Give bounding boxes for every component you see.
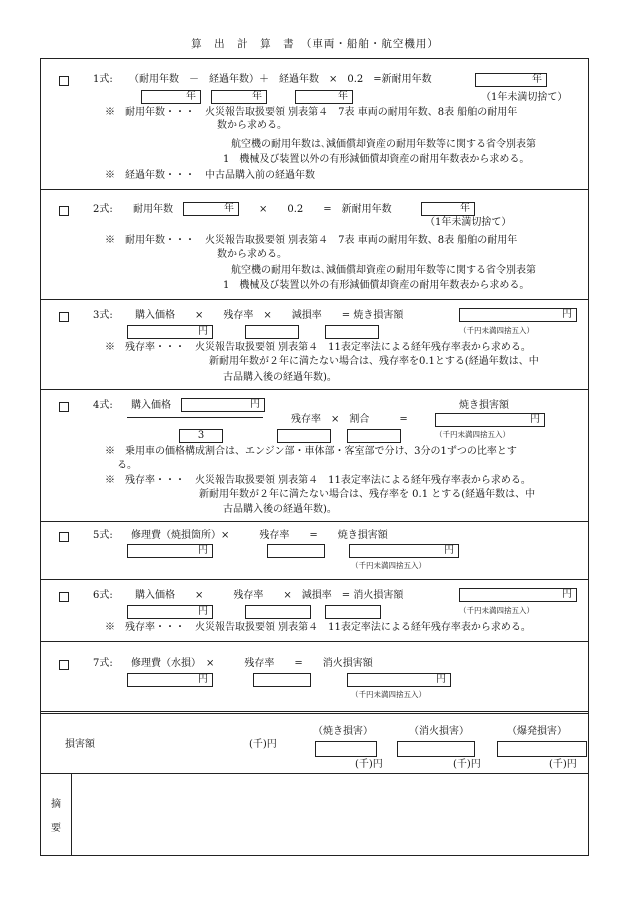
formula2-new-life-field[interactable]: 年 <box>421 202 475 216</box>
formula2-checkbox[interactable] <box>59 206 69 216</box>
formula2-label: 2式: <box>93 204 113 215</box>
formula1-elapsed2-field[interactable]: 年 <box>295 90 353 104</box>
remarks-field[interactable] <box>73 775 585 853</box>
formula4-checkbox[interactable] <box>59 402 69 412</box>
formula6-reduction-field[interactable] <box>325 605 381 619</box>
damage-burn-header: （焼き損害） <box>313 726 373 737</box>
remarks-label-2: 要 <box>51 823 61 834</box>
formula3-label: 3式: <box>93 310 113 321</box>
remarks-label-1: 摘 <box>51 799 61 810</box>
formula2-note-life-c: 航空機の耐用年数は､減価償却資産の耐用年数等に関する省令別表第 <box>231 265 536 276</box>
formula7-repair-field[interactable]: 円 <box>127 673 213 687</box>
formula6-residual-field[interactable] <box>245 605 311 619</box>
formula6-checkbox[interactable] <box>59 592 69 602</box>
formula6-round-note: （千円未満四捨五入） <box>459 606 534 615</box>
formula5-round-note: （千円未満四捨五入） <box>351 561 426 570</box>
formula2-round-note: （1年未満切捨て） <box>425 217 512 228</box>
formula5-header: 修理費（焼損箇所）× 残存率 = 焼き損害額 <box>131 530 388 541</box>
formula2-note-life: ※ 耐用年数・・・ 火災報告取扱要領 別表第４ 7表 車両の耐用年数、8表 船舶の耐用年 <box>105 235 518 246</box>
formula4-residual-field[interactable] <box>277 429 331 443</box>
divider-double <box>41 711 588 714</box>
damage-explosion-header: （爆発損害） <box>507 726 567 737</box>
divider <box>41 299 588 300</box>
formula2-life-label: 耐用年数 <box>133 204 173 215</box>
divider <box>41 579 588 580</box>
formula1-life-field[interactable]: 年 <box>141 90 201 104</box>
formula3-checkbox[interactable] <box>59 312 69 322</box>
formula1-note-life-c: 航空機の耐用年数は､減価償却資産の耐用年数等に関する省令別表第 <box>231 139 536 150</box>
formula4-note-ratio: ※ 乗用車の価格構成割合は、エンジン部・車体部・客室部で分け、3分の1ずつの比率とす <box>105 446 517 457</box>
formula6-label: 6式: <box>93 590 113 601</box>
formula4-note-ratio-b: る。 <box>117 460 137 471</box>
formula1-note-life-b: 数から求める。 <box>217 120 287 131</box>
damage-label: 損害額 <box>65 739 95 750</box>
formula4-note-residual-c: 古品購入後の経過年数)。 <box>223 504 337 515</box>
formula7-residual-field[interactable] <box>253 673 311 687</box>
divider <box>41 521 588 522</box>
formula3-residual-field[interactable] <box>245 325 299 339</box>
formula1-elapsed-field[interactable]: 年 <box>211 90 267 104</box>
formula4-price-field[interactable]: 円 <box>181 398 265 412</box>
damage-explosion-unit: (千)円 <box>549 759 577 770</box>
formula6-header: 購入価格 × 残存率 × 減損率 = 消火損害額 <box>135 590 404 601</box>
formula5-residual-field[interactable] <box>267 544 325 558</box>
divider <box>41 773 588 774</box>
formula4-round-note: （千円未満四捨五入） <box>435 430 510 439</box>
formula3-round-note: （千円未満四捨五入） <box>459 326 534 335</box>
formula7-header: 修理費（水損） × 残存率 = 消火損害額 <box>131 658 373 669</box>
formula1-round-note: （1年未満切捨て） <box>481 92 568 103</box>
formula1-note-life-d: 1 機械及び装置以外の有形減価償却資産の耐用年数表から求める。 <box>223 154 530 165</box>
calculation-form <box>40 58 589 856</box>
divider <box>41 189 588 190</box>
formula3-note-c: 古品購入後の経過年数)。 <box>223 372 337 383</box>
damage-burn-unit: (千)円 <box>355 759 383 770</box>
formula3-note-b: 新耐用年数が２年に満たない場合は、残存率を0.1とする(経過年数は、中 <box>209 356 539 367</box>
formula6-price-field[interactable]: 円 <box>127 605 213 619</box>
formula4-label: 4式: <box>93 400 113 411</box>
page-title: 算 出 計 算 書 （車両・船舶・航空機用） <box>191 38 439 50</box>
formula4-note-residual-b: 新耐用年数が２年に満たない場合は、残存率を 0.1 とする(経過年数は、中 <box>199 489 536 500</box>
formula3-price-field[interactable]: 円 <box>127 325 213 339</box>
damage-extinguish-unit: (千)円 <box>453 759 481 770</box>
formula5-repair-field[interactable]: 円 <box>127 544 213 558</box>
formula4-price-label: 購入価格 <box>131 400 171 411</box>
formula5-label: 5式: <box>93 530 113 541</box>
formula7-label: 7式: <box>93 658 113 669</box>
formula4-note-residual: ※ 残存率・・・ 火災報告取扱要領 別表第４ 11表定率法による経年残存率表から求める。 <box>105 475 531 486</box>
formula1-note-elapsed: ※ 経過年数・・・ 中古品購入前の経過年数 <box>105 170 315 181</box>
formula1-new-life-field[interactable]: 年 <box>475 73 547 87</box>
formula6-result-field[interactable]: 円 <box>459 588 577 602</box>
damage-total-unit: (千)円 <box>249 739 277 750</box>
formula7-checkbox[interactable] <box>59 660 69 670</box>
formula3-result-field[interactable]: 円 <box>459 308 577 322</box>
damage-explosion-field[interactable] <box>497 741 587 757</box>
formula3-reduction-field[interactable] <box>325 325 379 339</box>
damage-extinguish-field[interactable] <box>397 741 475 757</box>
formula4-denominator: 3 <box>179 429 223 443</box>
formula7-result-field[interactable]: 円 <box>347 673 451 687</box>
formula3-header: 購入価格 × 残存率 × 減損率 = 焼き損害額 <box>135 310 404 321</box>
formula4-result-label: 焼き損害額 <box>459 400 509 411</box>
divider <box>41 389 588 390</box>
formula2-life-field[interactable]: 年 <box>183 202 239 216</box>
formula3-note: ※ 残存率・・・ 火災報告取扱要領 別表第４ 11表定率法による経年残存率表から求める。 <box>105 342 531 353</box>
damage-burn-field[interactable] <box>315 741 377 757</box>
formula2-note-life-b: 数から求める。 <box>217 249 287 260</box>
formula4-mid: 残存率 × 割合 = <box>291 414 408 425</box>
formula5-checkbox[interactable] <box>59 532 69 542</box>
formula4-ratio-field[interactable] <box>347 429 401 443</box>
formula2-note-life-d: 1 機械及び装置以外の有形減価償却資産の耐用年数表から求める。 <box>223 280 530 291</box>
formula1-note-life: ※ 耐用年数・・・ 火災報告取扱要領 別表第４ 7表 車両の耐用年数、8表 船舶の耐用年 <box>105 107 518 118</box>
formula4-result-field[interactable]: 円 <box>435 413 545 427</box>
formula5-result-field[interactable]: 円 <box>349 544 459 558</box>
formula6-note: ※ 残存率・・・ 火災報告取扱要領 別表第４ 11表定率法による経年残存率表から求める。 <box>105 622 531 633</box>
fraction-line <box>127 417 263 418</box>
formula1-label: 1式: <box>93 74 113 85</box>
divider <box>41 641 588 642</box>
damage-extinguish-header: （消火損害） <box>409 726 469 737</box>
formula1-checkbox[interactable] <box>59 76 69 86</box>
formula1-expression: （耐用年数 － 経過年数）＋ 経過年数 × 0.2 =新耐用年数 <box>129 74 432 85</box>
formula2-op: × 0.2 = 新耐用年数 <box>259 204 392 215</box>
remarks-divider <box>71 773 72 855</box>
formula7-round-note: （千円未満四捨五入） <box>351 690 426 699</box>
